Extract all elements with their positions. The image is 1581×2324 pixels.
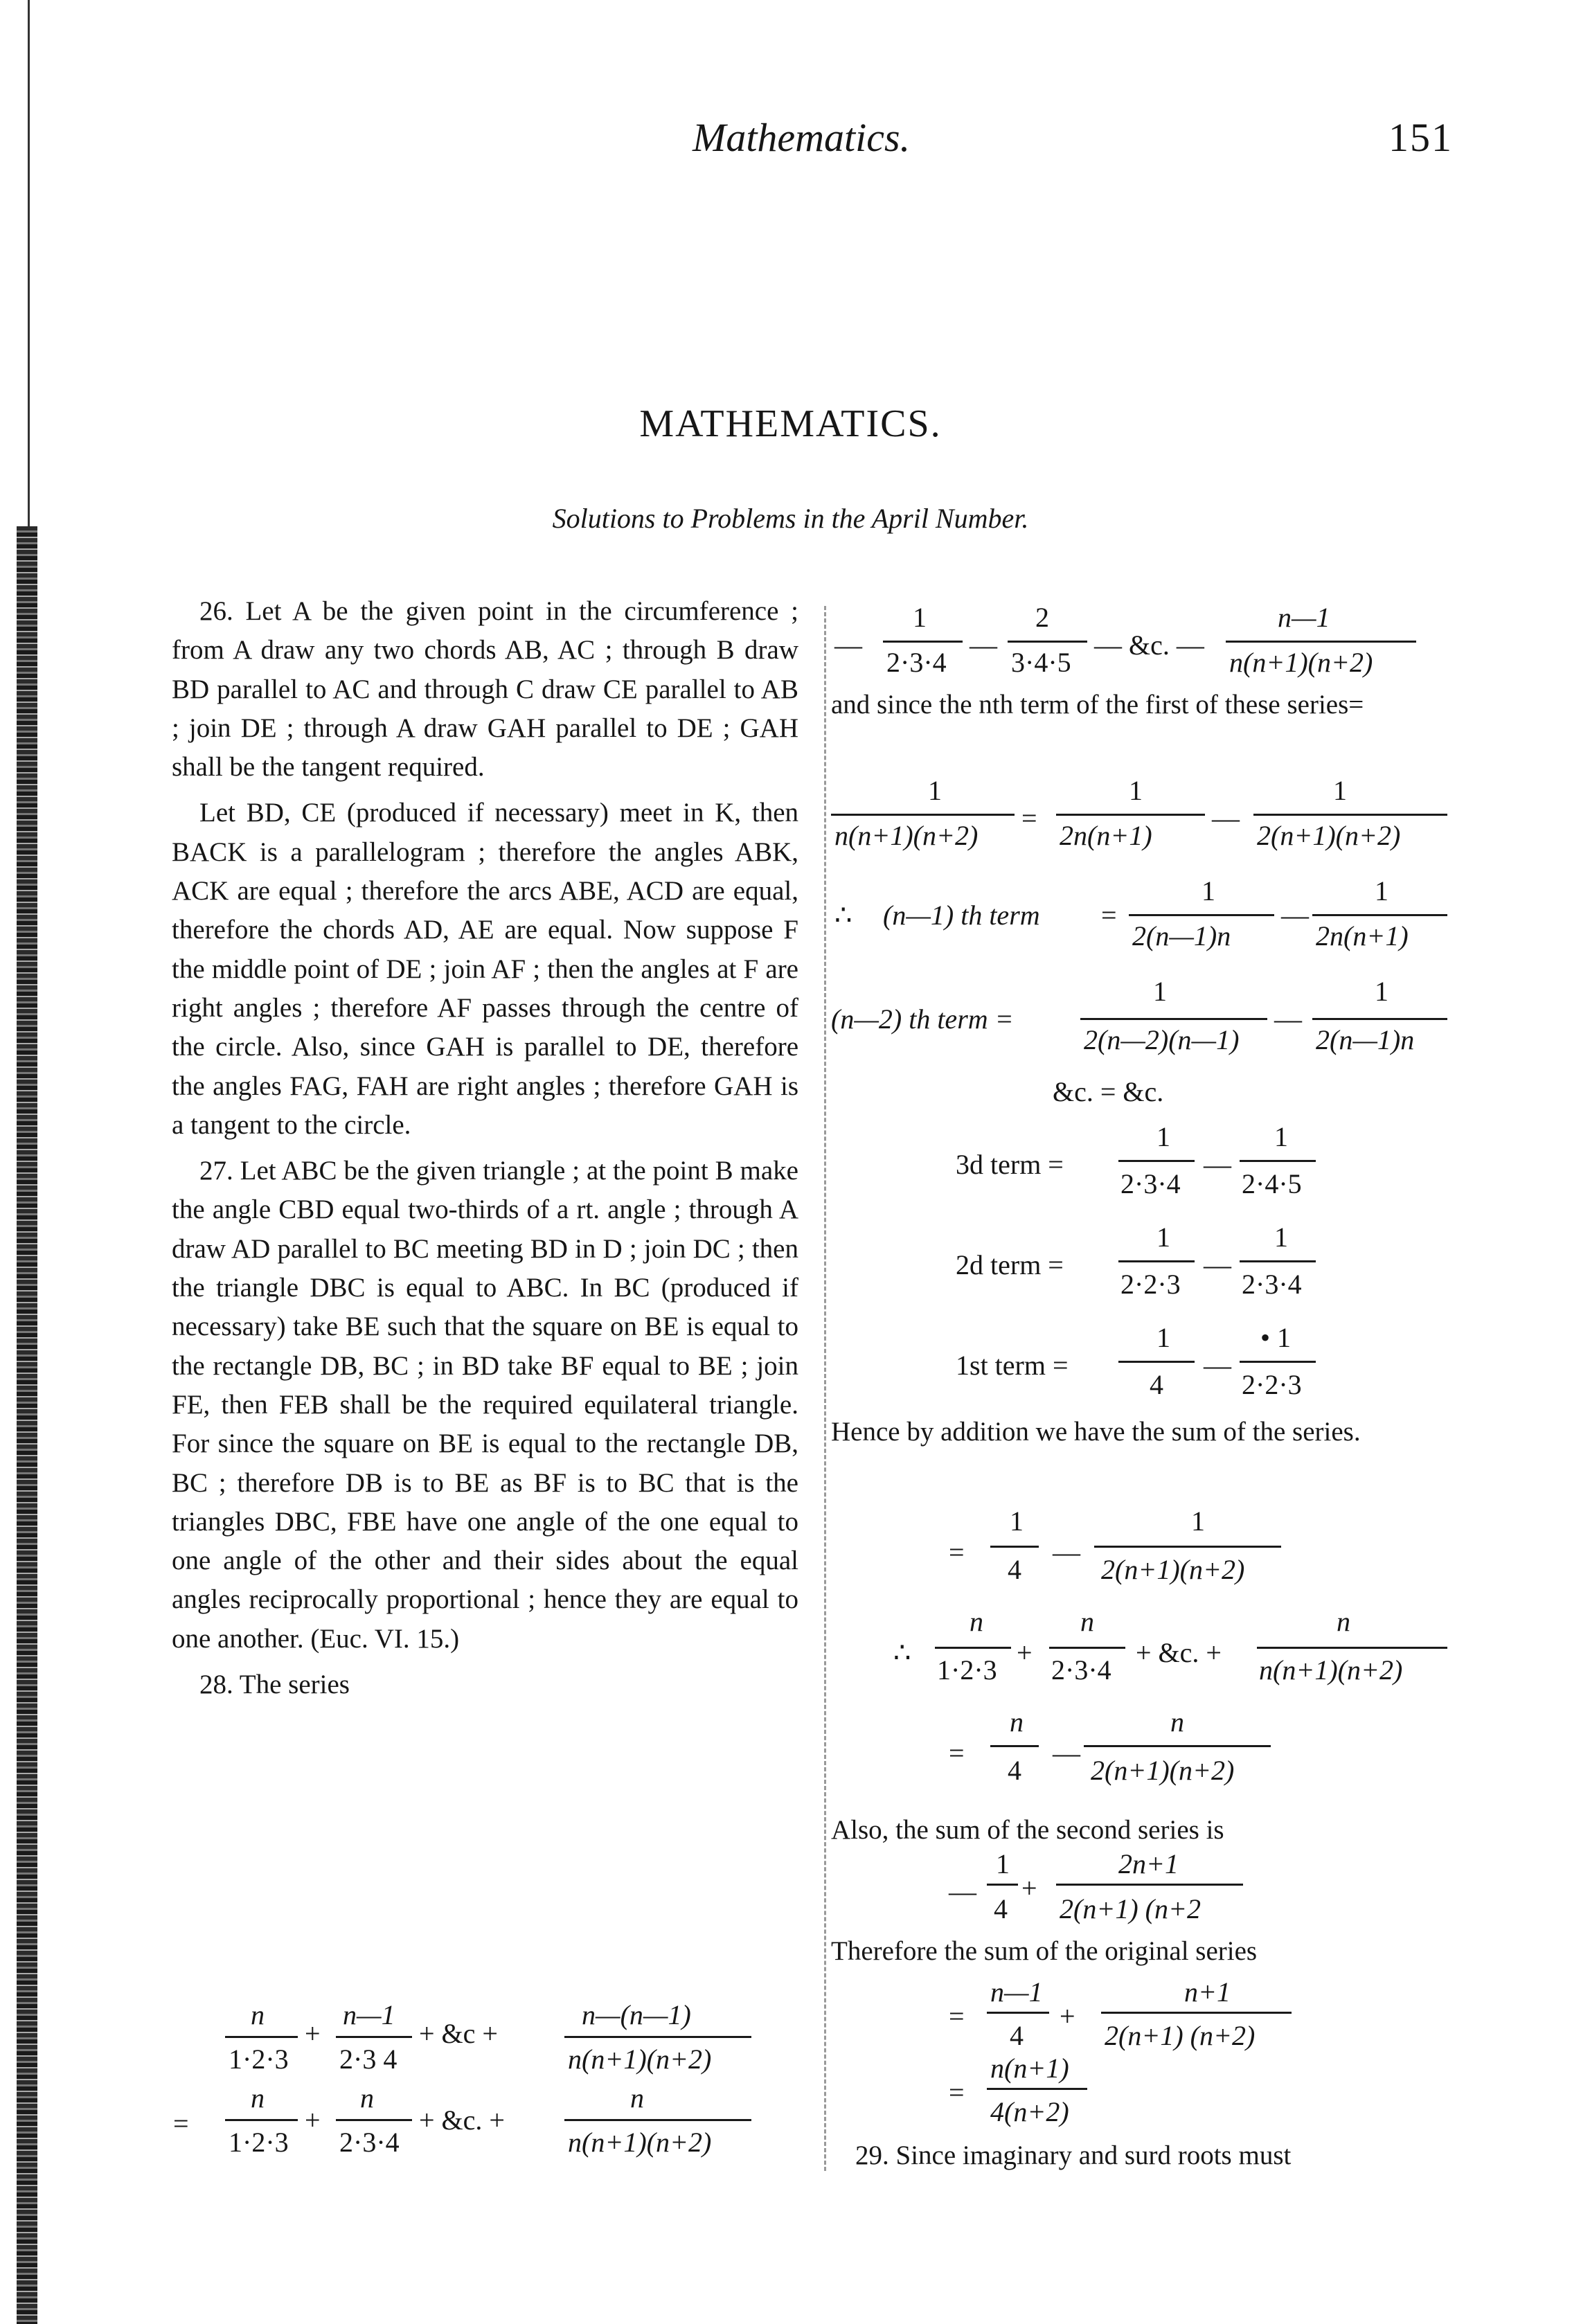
- eq2-den-2: 2·3·4: [339, 2127, 400, 2158]
- eq13-den-2: 2(n+1) (n+2: [1060, 1893, 1201, 1924]
- eq10-den-1: 4: [1008, 1554, 1021, 1585]
- eq11-therefore: ∴: [893, 1637, 911, 1668]
- eq13-minus: —: [949, 1876, 976, 1907]
- eq10-minus: —: [1053, 1537, 1080, 1568]
- eq11-fraction-bar-3: [1257, 1647, 1447, 1649]
- eq11-fraction-bar-2: [1049, 1647, 1125, 1649]
- eq3-fraction-bar-2: [1008, 641, 1087, 643]
- eq2-fraction-bar-3: [564, 2119, 751, 2121]
- book-spine: [0, 0, 48, 2324]
- eq1-num-2: n—1: [343, 1999, 395, 2030]
- eq7-den-2: 2·4·5: [1242, 1168, 1302, 1199]
- eq9-fraction-bar-1: [1118, 1361, 1195, 1363]
- eq13-den-1: 4: [994, 1893, 1008, 1924]
- eq2-den-1: 1·2·3: [229, 2127, 289, 2158]
- eq1-num-1: n: [251, 1999, 265, 2030]
- eq5-label: (n—1) th term: [883, 900, 1040, 931]
- eq2-num-3: n: [630, 2082, 644, 2113]
- page-number: 151: [1388, 115, 1453, 160]
- eq14-den-1: 4: [1010, 2020, 1024, 2051]
- addition-text: Hence by addition we have the sum of the series.: [831, 1417, 1361, 1447]
- eq2-fraction-bar-2: [336, 2119, 412, 2121]
- eq9-num-2: • 1: [1260, 1322, 1292, 1353]
- eq12-den-1: 4: [1008, 1755, 1021, 1786]
- eq4-minus: —: [1212, 803, 1240, 834]
- eq8-den-2: 2·3·4: [1242, 1269, 1302, 1300]
- eq2-num-2: n: [360, 2082, 374, 2113]
- eq1-den-3: n(n+1)(n+2): [568, 2044, 712, 2075]
- eq10-num-2: 1: [1191, 1505, 1205, 1537]
- eq13-num-2: 2n+1: [1118, 1848, 1179, 1879]
- eq3-den-3: n(n+1)(n+2): [1229, 647, 1373, 678]
- eq10-fraction-bar-2: [1094, 1546, 1281, 1548]
- eq3-fraction-bar-1: [883, 641, 963, 643]
- problem-27-paragraph: 27. Let ABC be the given triangle ; at the point B make the angle CBD equal two-thirds of a rt. angle ; through A draw AD parallel to BC meeting BD in D ; join DC ; then the triangle DBC is equal to ABC. In BC (produced if necessary) take BE such that the square on BE is equal to the rectangle DB, BC ; in BD take BF equal to BE ; join FE, then FEB shall be the required equilateral triangle. For since the square on BE is equal to the rectangle DB, BC ; therefore DB is to BE as BF is to BC that is the triangles DBC, FBE have one angle of the one equal to one angle of the other and their sides about the equal angles reciprocally proportional ; hence they are equal to one another. (Euc. VI. 15.): [172, 1156, 798, 1654]
- eq9-den-2: 2·2·3: [1242, 1369, 1302, 1400]
- eq13-fraction-bar-1: [987, 1884, 1018, 1886]
- eq5-num-2: 1: [1375, 875, 1388, 906]
- eq12-den-2: 2(n+1)(n+2): [1091, 1755, 1235, 1786]
- eq5-minus: —: [1281, 900, 1309, 931]
- eq10-den-2: 2(n+1)(n+2): [1101, 1554, 1245, 1585]
- eq11-den-3: n(n+1)(n+2): [1259, 1654, 1403, 1686]
- eq6-num-2: 1: [1375, 976, 1388, 1007]
- eq15-num: n(n+1): [990, 2053, 1069, 2084]
- problem-26-paragraph-2: Let BD, CE (produced if necessary) meet in K, then BACK is a parallelogram ; therefore the angles ABK, ACK are equal ; therefore the arcs ABE, ACD are equal, therefore the chords AD, AE are equal. Now suppose F the middle point of DE ; join AF ; then the angles at F are right angles ; therefore AF passes through the centre of the circle. Also, since GAH is parallel to DE, therefore the angles FAG, FAH are right angles ; therefore GAH is a tangent to the circle.: [172, 798, 798, 1140]
- eq10-equals: =: [949, 1537, 965, 1568]
- article-title: MATHEMATICS.: [639, 402, 942, 445]
- eq3-den-2: 3·4·5: [1011, 647, 1071, 678]
- eq10-num-1: 1: [1010, 1505, 1024, 1537]
- second-series-text: Also, the sum of the second series is: [831, 1815, 1224, 1845]
- eq4-num-3: 1: [1333, 775, 1347, 806]
- article-subtitle: Solutions to Problems in the April Number.: [552, 503, 1029, 534]
- eq2-num-1: n: [251, 2082, 265, 2113]
- eq5-fraction-bar-2: [1312, 914, 1447, 916]
- eq7-den-1: 2·3·4: [1120, 1168, 1181, 1199]
- eq11-num-3: n: [1337, 1606, 1350, 1637]
- eq4-den-1: n(n+1)(n+2): [834, 820, 979, 851]
- eq4-fraction-bar-2: [1056, 814, 1205, 816]
- eq3-minus-2: —: [970, 629, 997, 661]
- eq13-num-1: 1: [996, 1848, 1010, 1879]
- eq7-fraction-bar-1: [1118, 1160, 1195, 1162]
- eq12-minus: —: [1053, 1737, 1080, 1769]
- eq6-num-1: 1: [1153, 976, 1167, 1007]
- eq12-equals: =: [949, 1737, 965, 1769]
- eq5-num-1: 1: [1202, 875, 1215, 906]
- eq8-label: 2d term =: [956, 1249, 1064, 1280]
- eq9-fraction-bar-2: [1240, 1361, 1316, 1363]
- etc-line: &c. = &c.: [1053, 1076, 1164, 1107]
- eq4-num-1: 1: [928, 775, 942, 806]
- eq14-equals: =: [949, 2001, 965, 2032]
- eq6-fraction-bar-1: [1080, 1018, 1267, 1020]
- eq13-fraction-bar-2: [1056, 1884, 1243, 1886]
- eq7-num-2: 1: [1274, 1121, 1288, 1152]
- spine-edge-line: [28, 0, 30, 526]
- eq3-num-2: 2: [1035, 602, 1049, 633]
- eq1-fraction-bar-3: [564, 2036, 751, 2038]
- eq4-den-3: 2(n+1)(n+2): [1257, 820, 1401, 851]
- eq9-den-1: 4: [1150, 1369, 1163, 1400]
- eq1-fraction-bar-2: [336, 2036, 412, 2038]
- eq6-minus: —: [1274, 1003, 1302, 1035]
- problem-26-paragraph-1: 26. Let A be the given point in the circumference ; from A draw any two chords AB, AC ; through B draw BD parallel to AC and through C draw CE parallel to AB ; join DE ; through A draw GAH parallel to DE ; GAH shall be the tangent required.: [172, 596, 798, 783]
- eq8-num-1: 1: [1156, 1222, 1170, 1253]
- eq1-plus: +: [305, 2018, 321, 2049]
- eq10-fraction-bar-1: [990, 1546, 1039, 1548]
- problem-28-intro: 28. The series: [199, 1670, 350, 1700]
- eq8-num-2: 1: [1274, 1222, 1288, 1253]
- eq4-den-2: 2n(n+1): [1060, 820, 1152, 851]
- eq3-etc: — &c. —: [1094, 629, 1204, 661]
- eq7-label: 3d term =: [956, 1149, 1064, 1180]
- eq5-fraction-bar-1: [1129, 914, 1274, 916]
- eq14-den-2: 2(n+1) (n+2): [1105, 2020, 1256, 2051]
- problem-29-start: 29. Since imaginary and surd roots must: [855, 2140, 1292, 2170]
- eq11-num-2: n: [1080, 1606, 1094, 1637]
- eq7-fraction-bar-2: [1240, 1160, 1316, 1162]
- eq14-fraction-bar-1: [987, 2012, 1049, 2014]
- left-column: [172, 592, 798, 1704]
- eq9-minus: —: [1204, 1350, 1231, 1381]
- eq5-den-1: 2(n—1)n: [1132, 920, 1231, 951]
- eq2-fraction-bar-1: [225, 2119, 298, 2121]
- eq6-den-2: 2(n—1)n: [1316, 1024, 1415, 1055]
- eq6-den-1: 2(n—2)(n—1): [1084, 1024, 1240, 1055]
- eq9-label: 1st term =: [956, 1350, 1069, 1381]
- eq8-den-1: 2·2·3: [1120, 1269, 1181, 1300]
- eq7-num-1: 1: [1156, 1121, 1170, 1152]
- eq6-fraction-bar-2: [1312, 1018, 1447, 1020]
- eq4-num-2: 1: [1129, 775, 1143, 806]
- eq5-den-2: 2n(n+1): [1316, 920, 1409, 951]
- eq1-den-2: 2·3 4: [339, 2044, 398, 2075]
- eq7-minus: —: [1204, 1149, 1231, 1180]
- nth-term-text: and since the nth term of the first of these series=: [831, 690, 1364, 719]
- eq2-equals: =: [173, 2108, 189, 2139]
- original-series-text: Therefore the sum of the original series: [831, 1936, 1258, 1966]
- eq15-fraction-bar: [987, 2088, 1087, 2090]
- eq3-minus: —: [834, 629, 862, 661]
- eq15-equals: =: [949, 2077, 965, 2108]
- eq3-num-1: 1: [913, 602, 927, 633]
- column-divider: [824, 606, 826, 2171]
- eq13-plus: +: [1021, 1872, 1037, 1904]
- eq11-fraction-bar-1: [935, 1647, 1011, 1649]
- eq15-den: 4(n+2): [990, 2096, 1069, 2127]
- eq4-equals: =: [1021, 803, 1037, 834]
- eq11-etc: + &c. +: [1136, 1637, 1222, 1668]
- eq3-num-3: n—1: [1278, 602, 1330, 633]
- eq2-etc: + &c. +: [419, 2104, 505, 2136]
- eq3-den-1: 2·3·4: [886, 647, 947, 678]
- eq1-den-1: 1·2·3: [229, 2044, 289, 2075]
- eq14-plus: +: [1060, 2001, 1075, 2032]
- eq12-num-2: n: [1170, 1706, 1184, 1737]
- eq11-den-1: 1·2·3: [937, 1654, 997, 1686]
- eq1-num-3: n—(n—1): [582, 1999, 691, 2030]
- eq2-plus: +: [305, 2104, 321, 2136]
- eq11-plus: +: [1017, 1637, 1033, 1668]
- eq1-fraction-bar-1: [225, 2036, 298, 2038]
- eq14-num-1: n—1: [990, 1976, 1043, 2008]
- eq14-num-2: n+1: [1184, 1976, 1231, 2008]
- eq1-etc: + &c +: [419, 2018, 498, 2049]
- spine-binding-texture: [17, 526, 37, 2324]
- eq4-fraction-bar-1: [831, 814, 1015, 816]
- eq8-minus: —: [1204, 1249, 1231, 1280]
- eq5-therefore: ∴: [834, 900, 852, 931]
- running-title: Mathematics.: [693, 115, 911, 160]
- eq12-fraction-bar-1: [990, 1745, 1039, 1747]
- eq11-den-2: 2·3·4: [1051, 1654, 1111, 1686]
- eq9-num-1: 1: [1156, 1322, 1170, 1353]
- eq8-fraction-bar-2: [1240, 1260, 1316, 1262]
- eq14-fraction-bar-2: [1101, 2012, 1292, 2014]
- eq6-label: (n—2) th term =: [831, 1003, 1014, 1035]
- eq11-num-1: n: [970, 1606, 983, 1637]
- eq3-fraction-bar-3: [1226, 641, 1416, 643]
- eq12-num-1: n: [1010, 1706, 1024, 1737]
- eq4-fraction-bar-3: [1253, 814, 1447, 816]
- eq8-fraction-bar-1: [1118, 1260, 1195, 1262]
- eq12-fraction-bar-2: [1084, 1745, 1271, 1747]
- eq2-den-3: n(n+1)(n+2): [568, 2127, 712, 2158]
- eq5-equals: =: [1101, 900, 1117, 931]
